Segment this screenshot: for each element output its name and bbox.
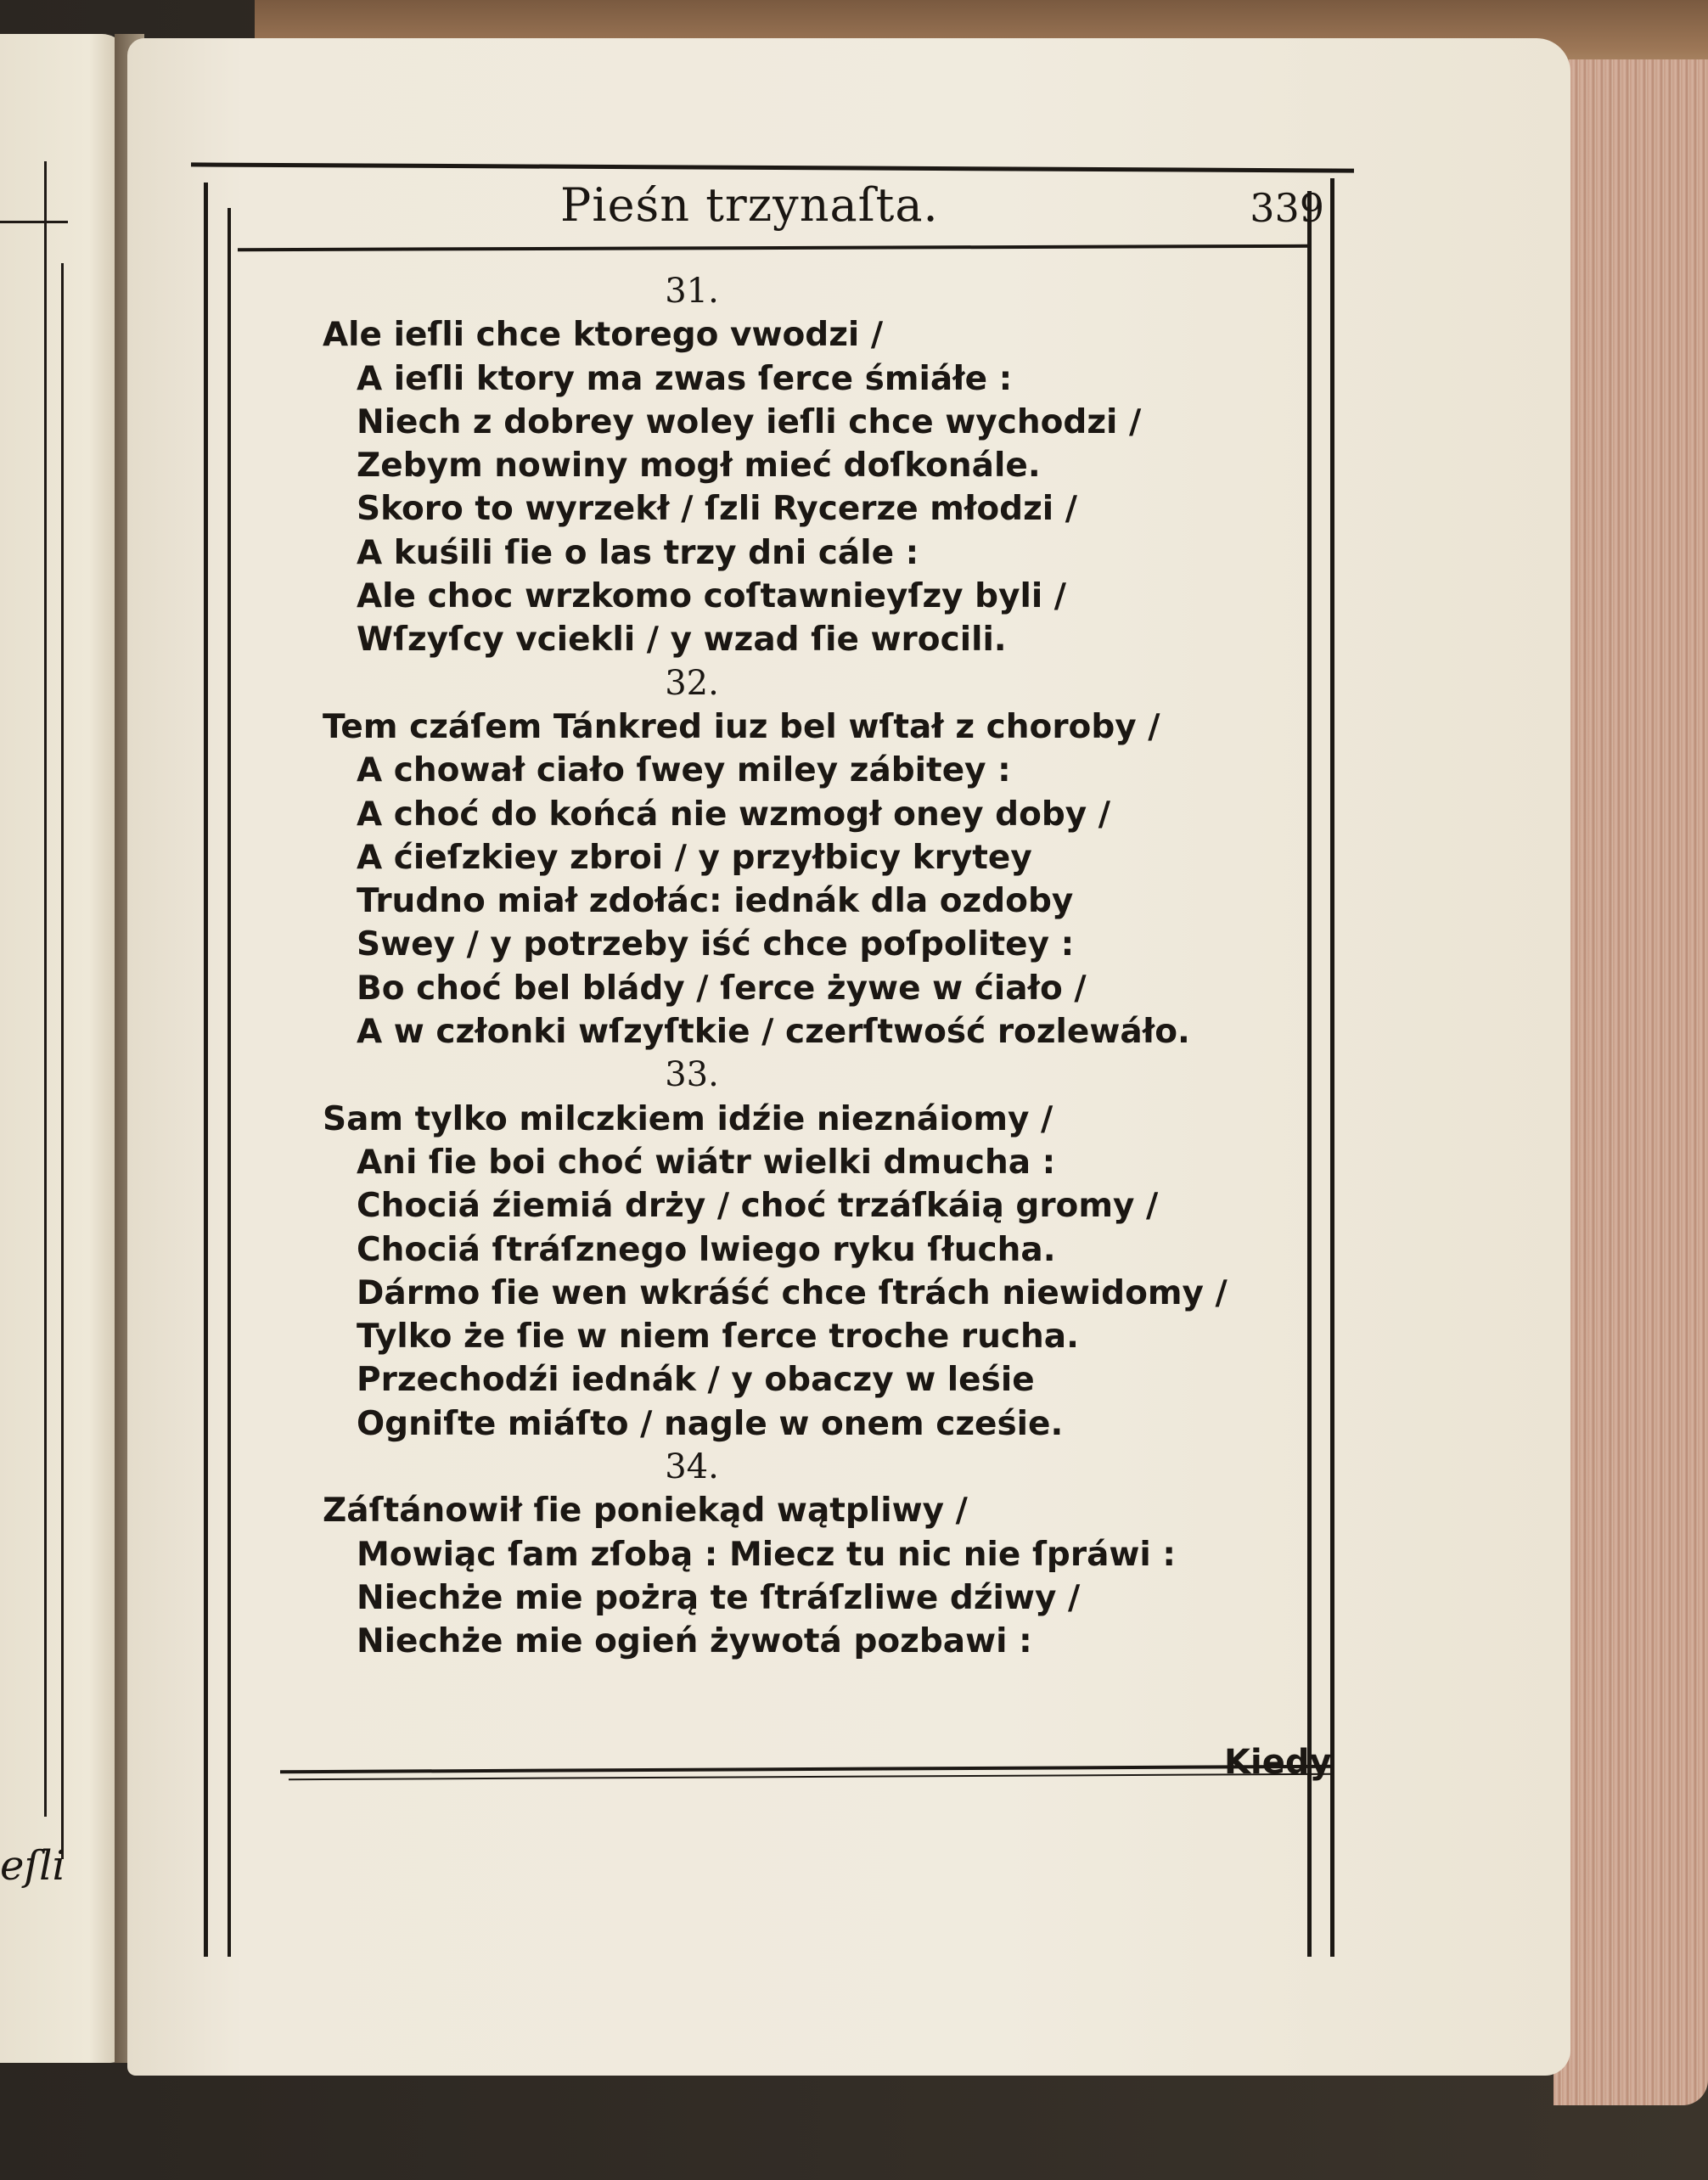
verse-line: Chociá źiemiá drży / choć trzáſkáią gromy / [357,1187,1159,1226]
left-page-header-rule [0,221,68,223]
verse-line: Ogniſte miáſto / nagle w onem cześie. [357,1404,1064,1443]
verse-line: Niech z dobrey woley ieſli chce wychodzi / [357,402,1142,441]
verse-line: Chociá ſtráſznego lwiego ryku ſłucha. [357,1230,1056,1269]
verse-line: Zebym nowiny mogł mieć doſkonále. [357,447,1041,486]
verse-line: Swey / y potrzeby iść chce poſpolitey : [357,925,1075,964]
verse-line: Bo choć bel blády / ſerce żywe w ćiało / [357,969,1087,1008]
verse-line: Przechodźi iednák / y obaczy w leśie [357,1361,1035,1400]
catchword: Kiedy [1224,1743,1332,1782]
verse-line: Záſtánowił ſie poniekąd wątpliwy / [323,1492,968,1531]
verse-line: A chował ciało ſwey miley zábitey : [357,751,1011,790]
left-page-frame-rule [44,161,47,1817]
verse-line: A w członki wſzyſtkie / czerſtwość rozlewáło. [357,1013,1190,1052]
verse-line: Niechże mie pożrą te ſtráſzliwe dźiwy / [357,1578,1081,1617]
stanza [323,1446,1273,1663]
left-page-fragment [0,34,127,2063]
stanza [323,1053,1273,1446]
verse-line: Mowiąc ſam zſobą : Miecz tu nic nie ſpráwi : [357,1535,1176,1574]
verse-line: Ale ieſli chce ktorego vwodzi / [323,316,884,355]
stanza-number: 31. [665,272,719,311]
verse-line: A kuśili ſie o las trzy dni cále : [357,533,919,572]
verse-line: Tylko że ſie w niem ſerce troche rucha. [357,1318,1079,1357]
verse-line: Niechże mie ogień żywotá pozbawi : [357,1622,1032,1661]
page-edges [1553,59,1708,2105]
verse-line: Dármo ſie wen wkráść chce ſtrách niewidomy / [357,1273,1228,1312]
verse-line: Ale choc wrzkomo coſtawnieyſzy byli / [357,577,1067,616]
page-header [255,178,1333,255]
verse-text-block [323,270,1273,1664]
verse-line: A ćieſzkiey zbroi / y przyłbicy krytey [357,838,1032,877]
verse-line: A ieſli ktory ma zwas ſerce śmiáłe : [357,359,1013,398]
left-page-text-fragment: eſli [0,1842,65,1890]
stanza-number: 33. [665,1055,719,1095]
frame-left-inner-rule [228,208,231,1957]
verse-line: Sam tylko milczkiem idźie nieznáiomy / [323,1099,1053,1138]
verse-line: Skoro to wyrzekł / ſzli Rycerze młodzi / [357,490,1077,529]
verse-line: Ani ſie boi choć wiátr wielki dmucha : [357,1143,1056,1182]
stanza-number: 34. [665,1447,719,1487]
verse-line: A choć do końcá nie wzmogł oney doby / [357,795,1111,834]
stanza [323,270,1273,662]
verse-line: Wſzyſcy vciekli / y wzad ſie wrocili. [357,621,1007,660]
verse-line: Trudno miał zdołác: iednák dla ozdoby [357,882,1074,921]
stanza [323,662,1273,1054]
frame-right-inner-rule [1307,191,1312,1957]
page-number: 339 [1250,185,1324,231]
frame-left-outer-rule [204,183,208,1957]
left-page-frame-rule [61,263,64,1859]
stanza-number: 32. [665,663,719,703]
frame-right-outer-rule [1330,178,1334,1957]
verse-line: Tem czáſem Tánkred iuz bel wſtał z choroby / [323,707,1160,746]
running-title: Pieśn trzynaſta. [560,178,939,232]
